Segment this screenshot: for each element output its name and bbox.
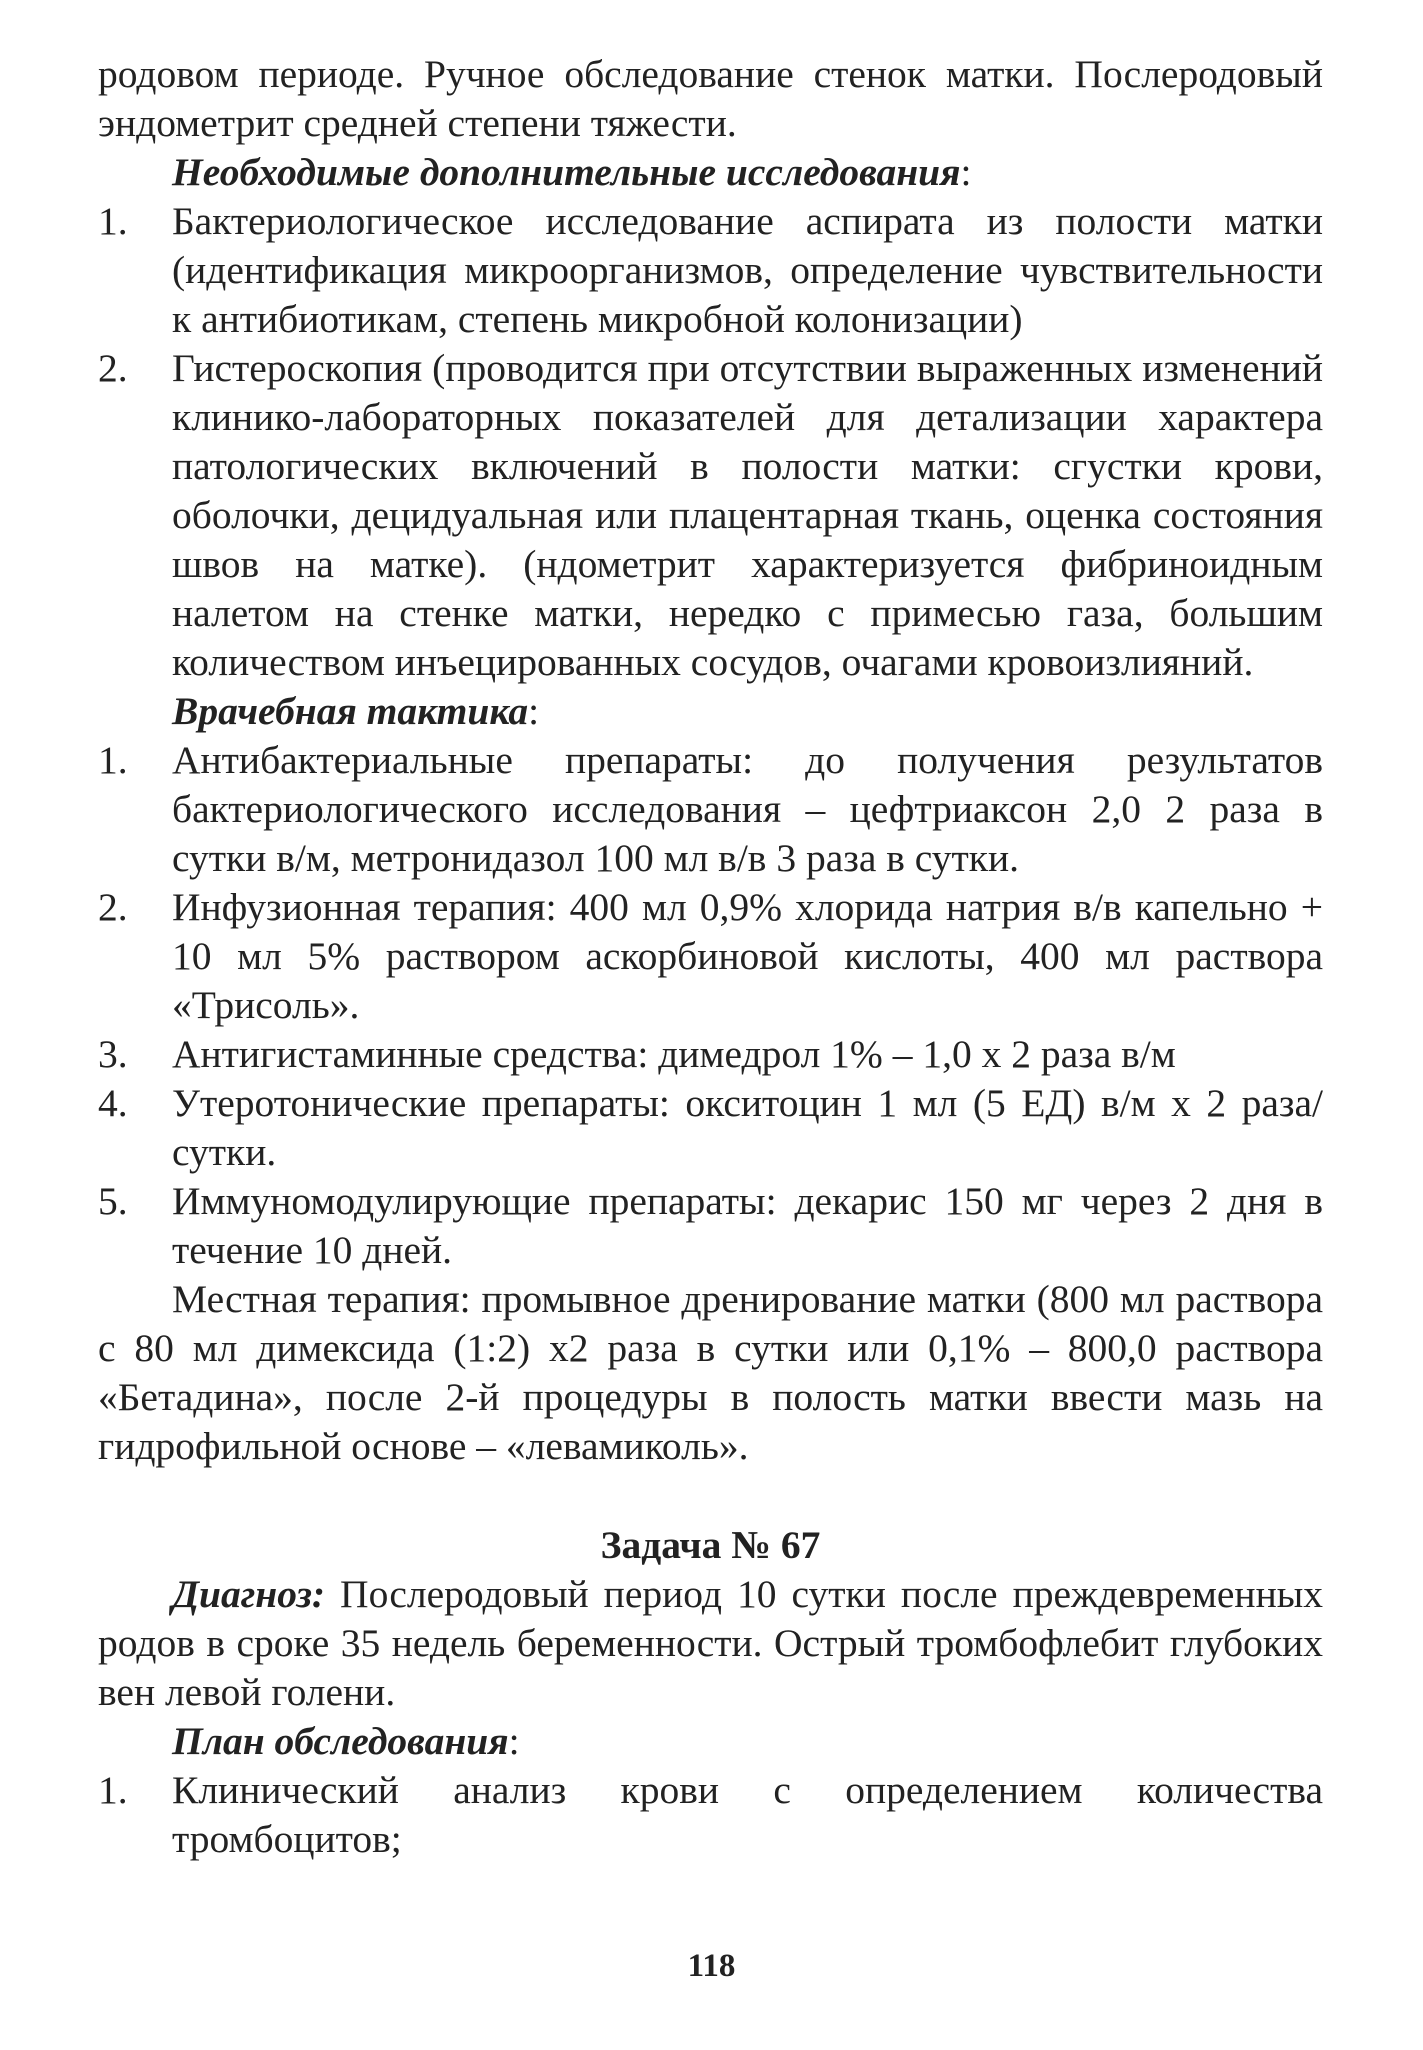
list-item-text: Клинический анализ крови с определением количества тромбоцитов; bbox=[172, 1768, 1323, 1861]
task-title: Задача № 67 bbox=[600, 1523, 821, 1567]
list-item-number: 2. bbox=[98, 885, 128, 929]
medical-tactics-list bbox=[98, 736, 1323, 1275]
section-heading-medical-tactics bbox=[98, 687, 1323, 736]
list-item-number: 1. bbox=[98, 738, 128, 782]
list-item bbox=[98, 1030, 1323, 1079]
list-item-text: Антигистаминные средства: димедрол 1% – 1,0 х 2 раза в/м bbox=[172, 1032, 1176, 1076]
list-item-text: Антибактериальные препараты: до получения результатов бактериологического исследования – цефтриаксон 2,0 2 раза в сутки в/м, метронидазол 100 мл в/в 3 раза в сутки. bbox=[172, 738, 1323, 880]
list-item bbox=[98, 344, 1323, 687]
local-therapy-paragraph: Местная терапия: промывное дренирование матки (800 мл раствора с 80 мл димексида (1:2) х2 раза в сутки или 0,1% – 800,0 раствора «Бетадина», после 2-й процедуры в полость матки ввести мазь на гидрофильной основе – «левамиколь». bbox=[98, 1277, 1323, 1468]
diagnosis-label: Диагноз: bbox=[172, 1572, 326, 1616]
section-heading-additional-studies bbox=[98, 148, 1323, 197]
list-item-text: Гистероскопия (проводится при отсутствии выраженных изменений клинико-лабораторных показателей для детализации характера патологических включений в полости матки: сгустки крови, оболочки, децидуальная или плацентарная ткань, оценка состояния швов на матке). (ндометрит характеризуется фибриноидным налетом на стенке матки, нередко с примесью газа, большим количеством инъецированных сосудов, очагами кровоизлияний. bbox=[172, 346, 1323, 684]
list-item-text: Бактериологическое исследование аспирата из полости матки (идентификация микроорганизмов, определение чувствительности к антибиотикам, степень микробной колонизации) bbox=[172, 199, 1323, 341]
page-content bbox=[98, 50, 1323, 1864]
list-item-number: 4. bbox=[98, 1081, 128, 1125]
diagnosis-paragraph bbox=[98, 1570, 1323, 1717]
list-item-number: 3. bbox=[98, 1032, 128, 1076]
section-heading-text: План обследования bbox=[172, 1719, 509, 1763]
diagnosis-text: Послеродовый период 10 сутки после преждевременных родов в сроке 35 недель беременности. Острый тромбофлебит глубоких вен левой голени. bbox=[98, 1572, 1323, 1714]
list-item-number: 1. bbox=[98, 199, 128, 243]
section-heading-exam-plan bbox=[98, 1717, 1323, 1766]
list-item bbox=[98, 1766, 1323, 1864]
section-heading-colon: : bbox=[528, 689, 540, 733]
intro-paragraph: родовом периоде. Ручное обследование стенок матки. Послеродовый эндометрит средней степени тяжести. bbox=[98, 52, 1323, 145]
page-number: 118 bbox=[687, 1948, 736, 1984]
list-item-text: Утеротонические препараты: окситоцин 1 мл (5 ЕД) в/м х 2 раза/сутки. bbox=[172, 1081, 1323, 1174]
section-heading-colon: : bbox=[508, 1719, 520, 1763]
section-heading-text: Врачебная тактика bbox=[172, 689, 529, 733]
exam-plan-list bbox=[98, 1766, 1323, 1864]
list-item-number: 2. bbox=[98, 346, 128, 390]
list-item-text: Иммуномодулирующие препараты: декарис 150 мг через 2 дня в течение 10 дней. bbox=[172, 1179, 1323, 1272]
list-item-number: 1. bbox=[98, 1768, 128, 1812]
additional-studies-list bbox=[98, 197, 1323, 687]
list-item bbox=[98, 1177, 1323, 1275]
list-item-number: 5. bbox=[98, 1179, 128, 1223]
section-heading-colon: : bbox=[960, 150, 972, 194]
list-item bbox=[98, 197, 1323, 344]
section-heading-text: Необходимые дополнительные исследования bbox=[172, 150, 961, 194]
list-item-text: Инфузионная терапия: 400 мл 0,9% хлорида натрия в/в капельно + 10 мл 5% раствором аскорбиновой кислоты, 400 мл раствора «Трисоль». bbox=[172, 885, 1323, 1027]
list-item bbox=[98, 736, 1323, 883]
list-item bbox=[98, 883, 1323, 1030]
list-item bbox=[98, 1079, 1323, 1177]
